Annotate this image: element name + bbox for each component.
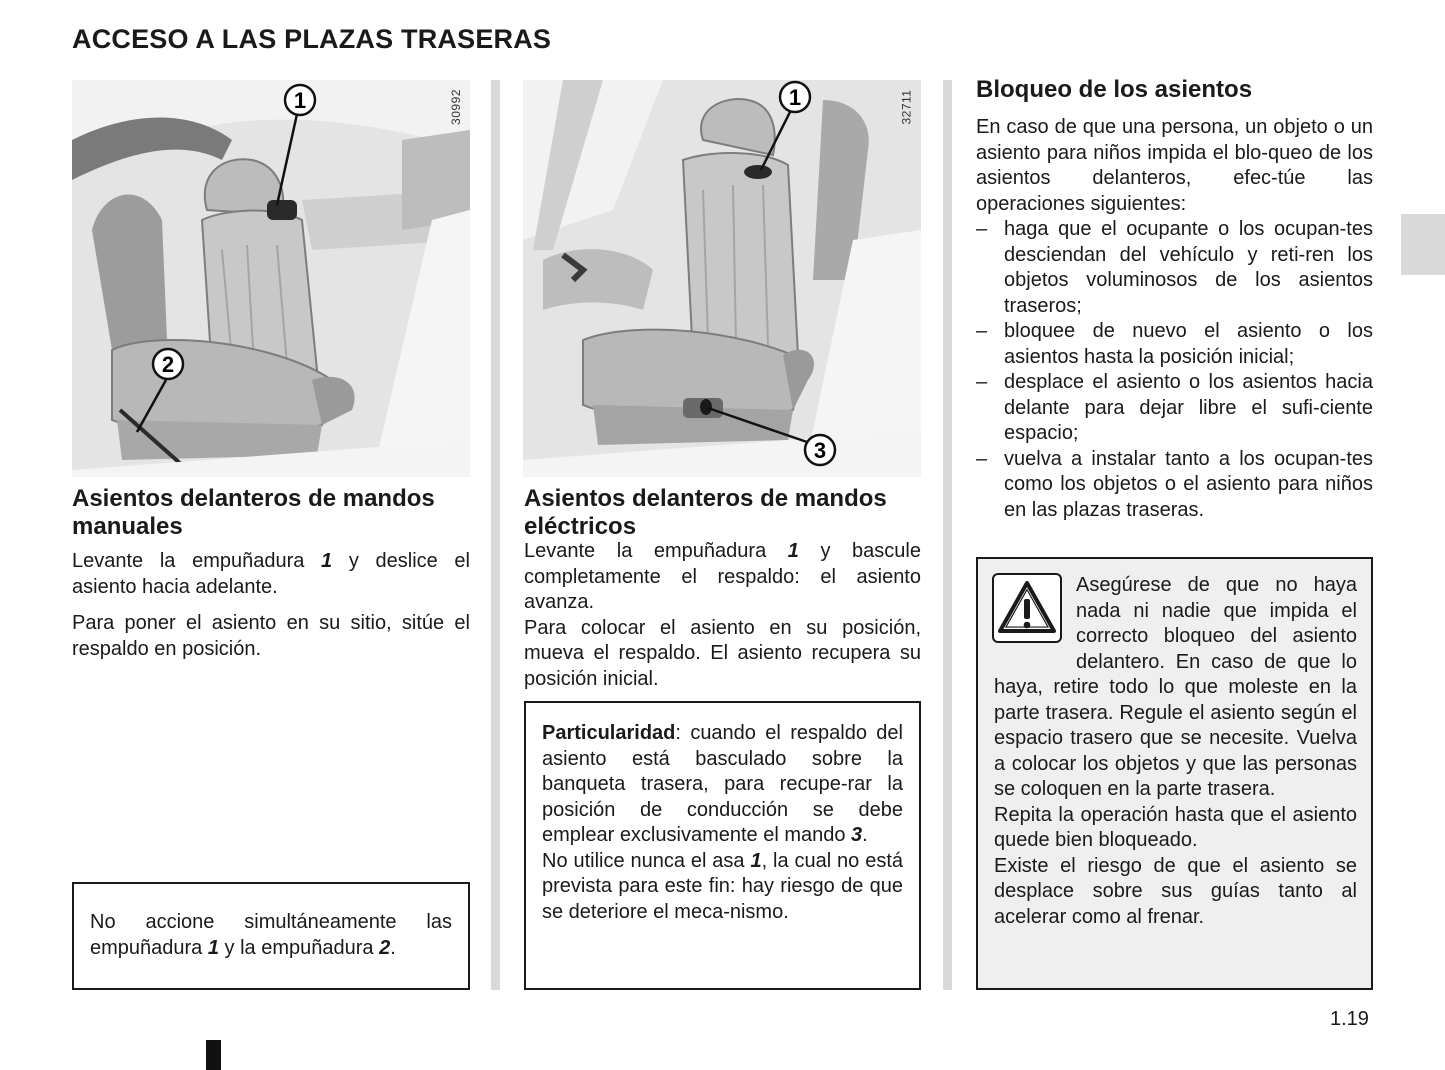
- handle-warning-text: No utilice nunca el asa 1, la cual no está prevista para este fin: hay riesgo de que se deteriore el meca-nismo.: [542, 849, 903, 923]
- figure-reference: 30992: [448, 89, 463, 125]
- page-title: ACCESO A LAS PLAZAS TRASERAS: [72, 24, 552, 54]
- manual-seats-text: [72, 549, 470, 662]
- electric-seat-illustration: [523, 80, 921, 477]
- figure-reference: 32711: [899, 89, 914, 125]
- list-item: – haga que el ocupante o los ocupan-tes desciendan del vehículo y reti-ren los objetos voluminosos de los asientos traseros;: [976, 218, 1373, 317]
- manual-seat-illustration: [72, 80, 470, 477]
- seat-lock-warning-text: [994, 573, 1357, 930]
- manual-seats-paragraph-1: Levante la empuñadura 1 y deslice el asiento hacia adelante.: [72, 550, 470, 598]
- column-separator: [943, 80, 952, 990]
- callout-1-label: 1: [293, 88, 307, 113]
- callout-1-marker: [780, 82, 810, 112]
- callout-3-label: 3: [813, 438, 827, 463]
- callout-3-marker: [805, 435, 835, 465]
- seat-locking-steps: [976, 217, 1373, 523]
- manual-seats-paragraph-2: Para poner el asiento en su sitio, sitúe el respaldo en posición.: [72, 612, 470, 660]
- seat-lock-warning-box: [976, 557, 1373, 990]
- seat-locking-text: [976, 115, 1373, 523]
- callout-2-label: 2: [161, 352, 175, 377]
- page-number: 1.19: [1330, 1008, 1369, 1030]
- list-item: – vuelva a instalar tanto a los ocupan-tes como los objetos o el asiento para niños en las plazas traseras.: [976, 447, 1373, 521]
- electric-seats-heading: Asientos delanteros de mandos eléctricos: [524, 485, 887, 540]
- seat-locking-heading: Bloqueo de los asientos: [976, 76, 1253, 103]
- callout-2-marker: [153, 349, 183, 379]
- warning-paragraph-3: Existe el riesgo de que el asiento se desplace sobre sus guías tanto al acelerar como al frenar.: [994, 854, 1357, 928]
- warning-paragraph-1: Asegúrese de que no haya nada ni nadie que impida el correcto bloqueo del asiento delantero. En caso de que lo haya, retire todo lo que moleste en la parte trasera. Regule el asiento según el espacio trasero que se necesite. Vuelva a colocar los objetos y que las personas se coloquen en la parte trasera.: [994, 574, 1357, 800]
- warning-paragraph-2: Repita la operación hasta que el asiento quede bien bloqueado.: [994, 803, 1357, 851]
- callout-1-label: 1: [788, 85, 802, 110]
- section-tab: [1401, 214, 1445, 275]
- list-item: – bloquee de nuevo el asiento o los asientos hasta la posición inicial;: [976, 320, 1373, 368]
- electric-seats-text: [524, 539, 921, 692]
- column-separator: [491, 80, 500, 990]
- manual-seats-heading: Asientos delanteros de mandos manuales: [72, 485, 435, 540]
- electric-seats-paragraph-2: Para colocar el asiento en su posición, mueva el respaldo. El asiento recupera su posición inicial.: [524, 616, 921, 690]
- simultaneous-handles-text: No accione simultáneamente las empuñadura 1 y la empuñadura 2.: [90, 911, 452, 959]
- print-crop-mark: [206, 1040, 221, 1070]
- simultaneous-handles-note: [72, 882, 470, 990]
- list-item: – desplace el asiento o los asientos hacia delante para dejar libre el sufi-ciente espacio;: [976, 371, 1373, 444]
- seat-locking-intro: En caso de que una persona, un objeto o un asiento para niños impida el blo-queo de los asientos delanteros, efec-túe las operaciones siguientes:: [976, 116, 1373, 215]
- particularity-note: [524, 701, 921, 990]
- particularity-text: Particularidad: cuando el respaldo del asiento está basculado sobre la banqueta trasera, para recupe-rar la posición de conducción se debe emplear exclusivamente el mando 3.: [542, 722, 903, 846]
- electric-seats-paragraph-1: Levante la empuñadura 1 y bascule completamente el respaldo: el asiento avanza.: [524, 540, 921, 613]
- callout-1-marker: [285, 85, 315, 115]
